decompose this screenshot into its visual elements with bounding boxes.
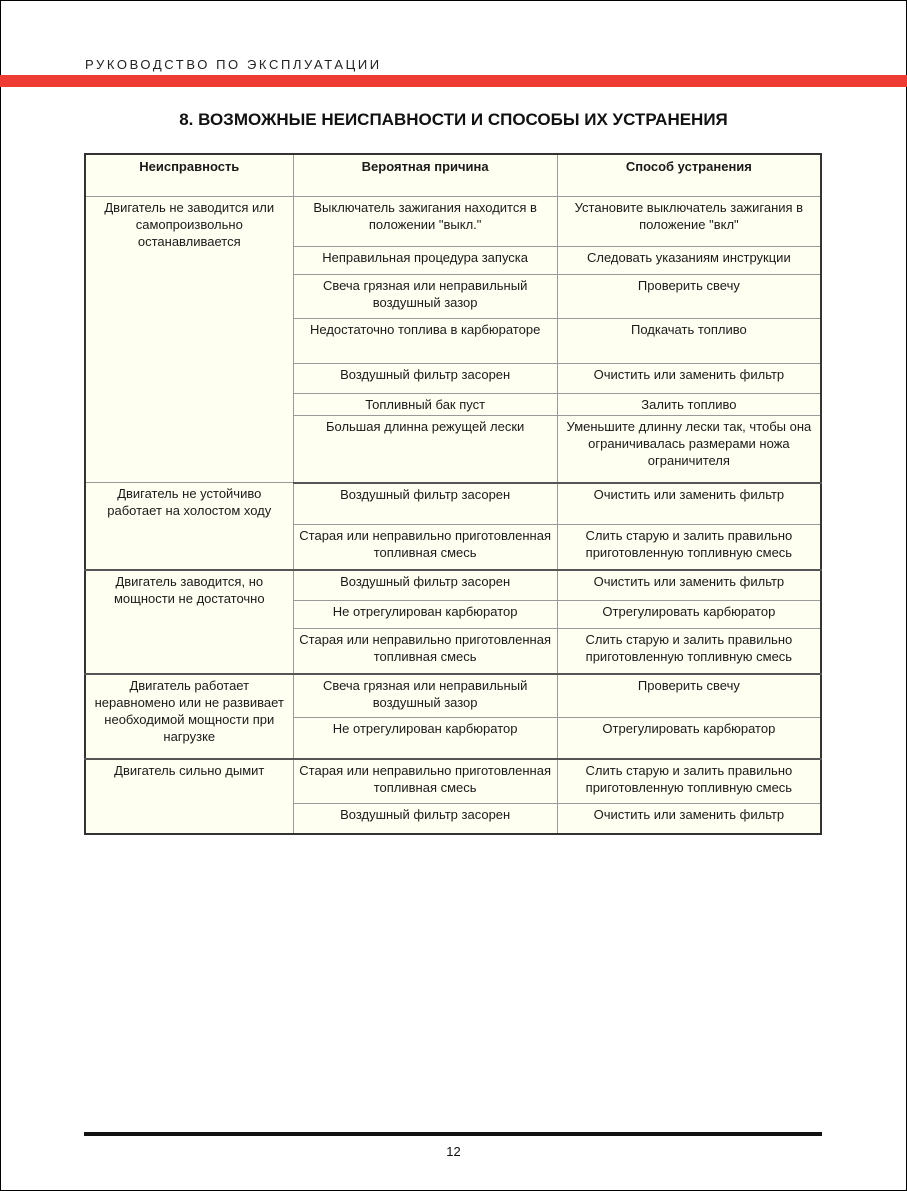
fix-cell: Следовать указаниям инструкции xyxy=(557,247,821,275)
fix-cell: Отрегулировать карбюратор xyxy=(557,601,821,629)
cause-cell: Большая длинна режущей лески xyxy=(293,416,557,483)
header-cause: Вероятная причина xyxy=(293,154,557,197)
header-accent-bar xyxy=(0,75,907,87)
fault-cell: Двигатель сильно дымит xyxy=(85,759,293,834)
fix-cell: Залить топливо xyxy=(557,394,821,416)
fix-cell: Очистить или заменить фильтр xyxy=(557,570,821,601)
page-title: 8. ВОЗМОЖНЫЕ НЕИСПАВНОСТИ И СПОСОБЫ ИХ УСТРАНЕНИЯ xyxy=(179,110,728,129)
table-row xyxy=(85,570,821,601)
fault-cell: Двигатель заводится, но мощности не достаточно xyxy=(85,570,293,674)
fix-cell: Очистить или заменить фильтр xyxy=(557,483,821,525)
table-row xyxy=(85,483,821,525)
fix-cell: Проверить свечу xyxy=(557,275,821,319)
fix-cell: Подкачать топливо xyxy=(557,319,821,364)
table-row xyxy=(85,197,821,247)
cause-cell: Воздушный фильтр засорен xyxy=(293,804,557,834)
fix-cell: Уменьшите длинну лески так, чтобы она ограничивалась размерами ножа ограничителя xyxy=(557,416,821,483)
cause-cell: Старая или неправильно приготовленная топливная смесь xyxy=(293,525,557,570)
table-header-row xyxy=(85,154,821,197)
fault-cell: Двигатель работает неравномено или не развивает необходимой мощности при нагрузке xyxy=(85,674,293,759)
fix-cell: Слить старую и залить правильно приготовленную топливную смесь xyxy=(557,629,821,674)
cause-cell: Не отрегулирован карбюратор xyxy=(293,601,557,629)
fix-cell: Слить старую и залить правильно приготовленную топливную смесь xyxy=(557,525,821,570)
fault-cell: Двигатель не заводится или самопроизвольно останавливается xyxy=(85,197,293,483)
cause-cell: Свеча грязная или неправильный воздушный зазор xyxy=(293,674,557,718)
cause-cell: Воздушный фильтр засорен xyxy=(293,483,557,525)
footer-rule xyxy=(84,1132,822,1136)
header-fault: Неисправность xyxy=(85,154,293,197)
running-header: РУКОВОДСТВО ПО ЭКСПЛУАТАЦИИ xyxy=(85,57,382,72)
troubleshooting-table xyxy=(84,153,822,835)
page-number: 12 xyxy=(446,1144,461,1159)
cause-cell: Свеча грязная или неправильный воздушный зазор xyxy=(293,275,557,319)
cause-cell: Выключатель зажигания находится в положении "выкл." xyxy=(293,197,557,247)
cause-cell: Воздушный фильтр засорен xyxy=(293,570,557,601)
cause-cell: Воздушный фильтр засорен xyxy=(293,364,557,394)
header-fix: Способ устранения xyxy=(557,154,821,197)
fix-cell: Проверить свечу xyxy=(557,674,821,718)
fix-cell: Очистить или заменить фильтр xyxy=(557,804,821,834)
table-row xyxy=(85,759,821,804)
cause-cell: Топливный бак пуст xyxy=(293,394,557,416)
table-row xyxy=(85,674,821,718)
cause-cell: Неправильная процедура запуска xyxy=(293,247,557,275)
fix-cell: Очистить или заменить фильтр xyxy=(557,364,821,394)
cause-cell: Старая или неправильно приготовленная топливная смесь xyxy=(293,629,557,674)
fix-cell: Установите выключатель зажигания в положение "вкл" xyxy=(557,197,821,247)
fix-cell: Слить старую и залить правильно приготовленную топливную смесь xyxy=(557,759,821,804)
cause-cell: Старая или неправильно приготовленная топливная смесь xyxy=(293,759,557,804)
cause-cell: Недостаточно топлива в карбюраторе xyxy=(293,319,557,364)
fault-cell: Двигатель не устойчиво работает на холостом ходу xyxy=(85,483,293,570)
cause-cell: Не отрегулирован карбюратор xyxy=(293,718,557,759)
fix-cell: Отрегулировать карбюратор xyxy=(557,718,821,759)
